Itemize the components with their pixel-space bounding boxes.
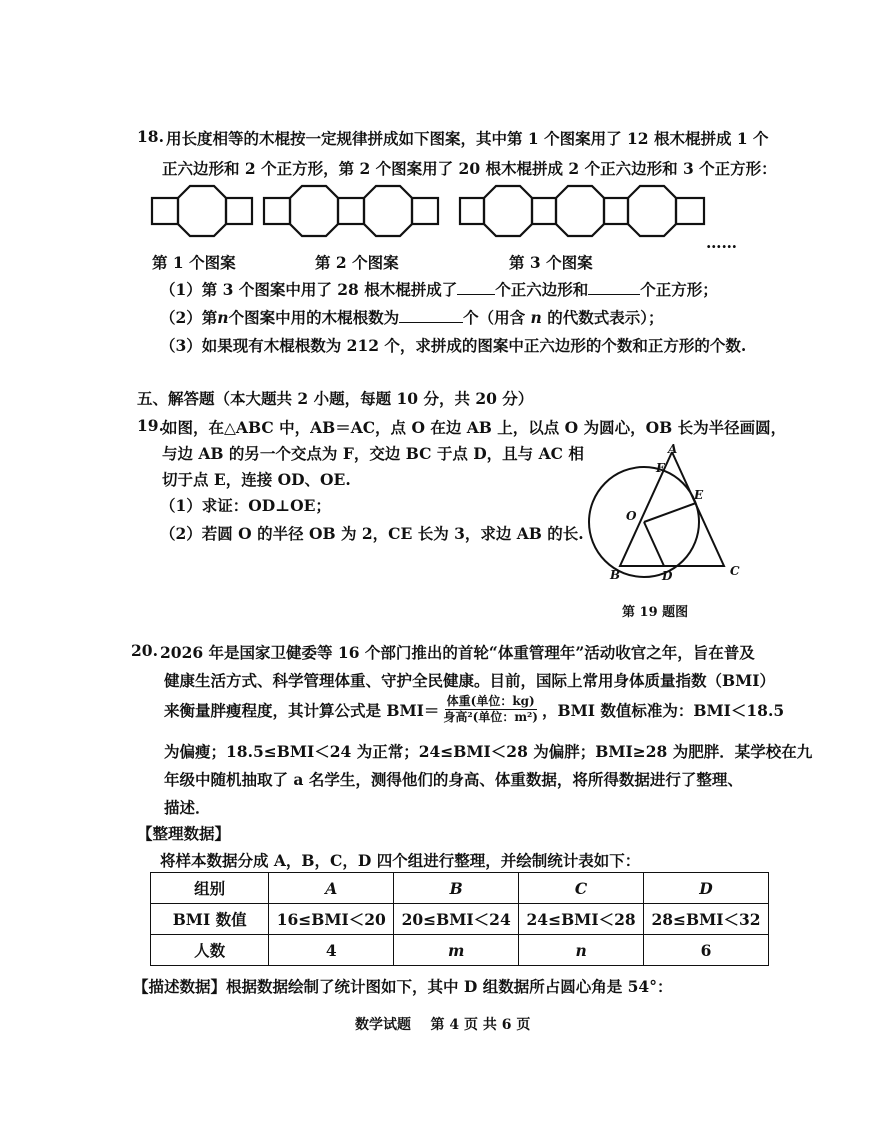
- describe-data-text: 根据数据绘制了统计图如下，其中 D 组数据所占圆心角是 54°：: [226, 977, 673, 996]
- table-cell: 28≤BMI＜32: [644, 904, 769, 935]
- q18-part1-text-b: 个正六边形和: [495, 280, 589, 299]
- pattern-3-figure: [460, 186, 704, 236]
- q20-line6: 描述．: [164, 798, 211, 817]
- table-cell: 16≤BMI＜20: [269, 904, 394, 935]
- table-cell: 人数: [151, 935, 269, 966]
- section-5-heading: 五、解答题（本大题共 2 小题，每题 10 分，共 20 分）: [137, 389, 534, 408]
- label-point-b: B: [610, 568, 621, 582]
- pattern-3-caption: 第 3 个图案: [509, 253, 593, 272]
- organize-data-heading: 【整理数据】: [137, 824, 231, 843]
- describe-data-line: [133, 975, 672, 997]
- q18-stem-line2: 正六边形和 2 个正方形，第 2 个图案用了 20 根木棍拼成 2 个正六边形和 3 个正方形：: [162, 159, 777, 178]
- q19-figure-caption: 第 19 题图: [622, 605, 689, 620]
- table-cell: 4: [269, 935, 394, 966]
- q18-part2-text-c: 个（用含: [463, 308, 526, 327]
- q18-part1-text-c: 个正方形；: [640, 280, 718, 299]
- q18-part3: （3）如果现有木棍根数为 212 个，求拼成的图案中正六边形的个数和正方形的个数.: [160, 336, 747, 355]
- q18-stem-line1: 用长度相等的木棍按一定规律拼成如下图案，其中第 1 个图案用了 12 根木棍拼成 1 个: [166, 129, 769, 148]
- q18-part1: [160, 278, 718, 300]
- table-cell: 24≤BMI＜28: [519, 904, 644, 935]
- table-cell: 组别: [151, 873, 269, 904]
- q19-line2: 与边 AB 的另一个交点为 F，交边 BC 于点 D，且与 AC 相: [162, 444, 584, 463]
- answer-blank-squares[interactable]: [588, 280, 640, 295]
- q20-line4: 为偏瘦；18.5≤BMI＜24 为正常；24≤BMI＜28 为偏胖；BMI≥28 为肥胖．某学校在九: [164, 742, 813, 761]
- q20-line2: 健康生活方式、科学管理体重、守护全民健康。目前，国际上常用身体质量指数（BMI）: [164, 671, 776, 690]
- q19-line3: 切于点 E，连接 OD、OE.: [162, 470, 351, 489]
- table-row: [151, 935, 769, 966]
- table-cell: 20≤BMI＜24: [394, 904, 519, 935]
- q18-part2-var-n: n: [217, 308, 229, 327]
- organize-data-text: 将样本数据分成 A，B，C，D 四个组进行整理，并绘制统计表如下：: [160, 851, 641, 870]
- pattern-ellipsis: ……: [706, 233, 737, 252]
- label-point-e: E: [694, 488, 704, 502]
- page-footer: 数学试题 第 4 页 共 6 页: [355, 1017, 531, 1033]
- q18-part2-text-d: 的代数式表示）；: [547, 308, 664, 327]
- q18-number: 18.: [137, 127, 164, 146]
- pattern-2-caption: 第 2 个图案: [315, 253, 399, 272]
- label-point-a: A: [668, 442, 678, 456]
- bmi-formula: [441, 694, 540, 725]
- q18-part1-text-a: （1）第 3 个图案中用了 28 根木棍拼成了: [160, 280, 458, 299]
- table-cell: C: [519, 873, 644, 904]
- pattern-1-caption: 第 1 个图案: [152, 253, 236, 272]
- q20-line3: [164, 694, 784, 725]
- q18-part2: [160, 306, 663, 328]
- q20-line3-text-a: 来衡量胖瘦程度，其计算公式是 BMI＝: [164, 700, 440, 720]
- answer-blank-hexagons[interactable]: [457, 280, 495, 295]
- table-cell: B: [394, 873, 519, 904]
- bmi-formula-denominator: 身高²(单位：m²): [443, 710, 538, 724]
- q19-line1: 如图，在△ABC 中，AB＝AC，点 O 在边 AB 上，以点 O 为圆心，OB 长为半径画圆，: [162, 418, 787, 437]
- q19-number: 19.: [137, 416, 164, 435]
- q20-line1: 2026 年是国家卫健委等 16 个部门推出的首轮“体重管理年”活动收官之年，旨在普及: [160, 643, 755, 662]
- q18-part2-var-n2: n: [530, 308, 542, 327]
- pattern-2-figure: [264, 186, 438, 236]
- table-row: [151, 904, 769, 935]
- q19-part2: （2）若圆 O 的半径 OB 为 2，CE 长为 3，求边 AB 的长.: [160, 524, 584, 543]
- q20-number: 20.: [131, 641, 158, 660]
- q19-part1: （1）求证：OD⊥OE；: [160, 496, 331, 515]
- table-cell: 6: [644, 935, 769, 966]
- table-cell: A: [269, 873, 394, 904]
- label-point-c: C: [730, 564, 740, 578]
- table-cell: m: [394, 935, 519, 966]
- label-point-f: F: [656, 461, 665, 475]
- q20-line5: 年级中随机抽取了 a 名学生，测得他们的身高、体重数据，将所得数据进行了整理、: [164, 770, 743, 789]
- label-point-o: O: [626, 509, 637, 523]
- table-cell: n: [519, 935, 644, 966]
- q20-line3-text-b: ，BMI 数值标准为：BMI＜18.5: [541, 700, 785, 720]
- answer-blank-sticks[interactable]: [399, 308, 463, 323]
- q18-part2-text-a: （2）第: [160, 308, 218, 327]
- q18-part2-text-b: 个图案中用的木棍根数为: [228, 308, 400, 327]
- label-point-d: D: [662, 569, 673, 583]
- table-cell: BMI 数值: [151, 904, 269, 935]
- table-cell: D: [644, 873, 769, 904]
- q19-geometry-figure: [580, 440, 760, 590]
- table-row: [151, 873, 769, 904]
- describe-data-heading: 【描述数据】: [133, 977, 227, 996]
- bmi-formula-numerator: 体重(单位：kg): [446, 694, 535, 708]
- pattern-1-figure: [152, 186, 252, 236]
- bmi-statistics-table: [150, 872, 769, 966]
